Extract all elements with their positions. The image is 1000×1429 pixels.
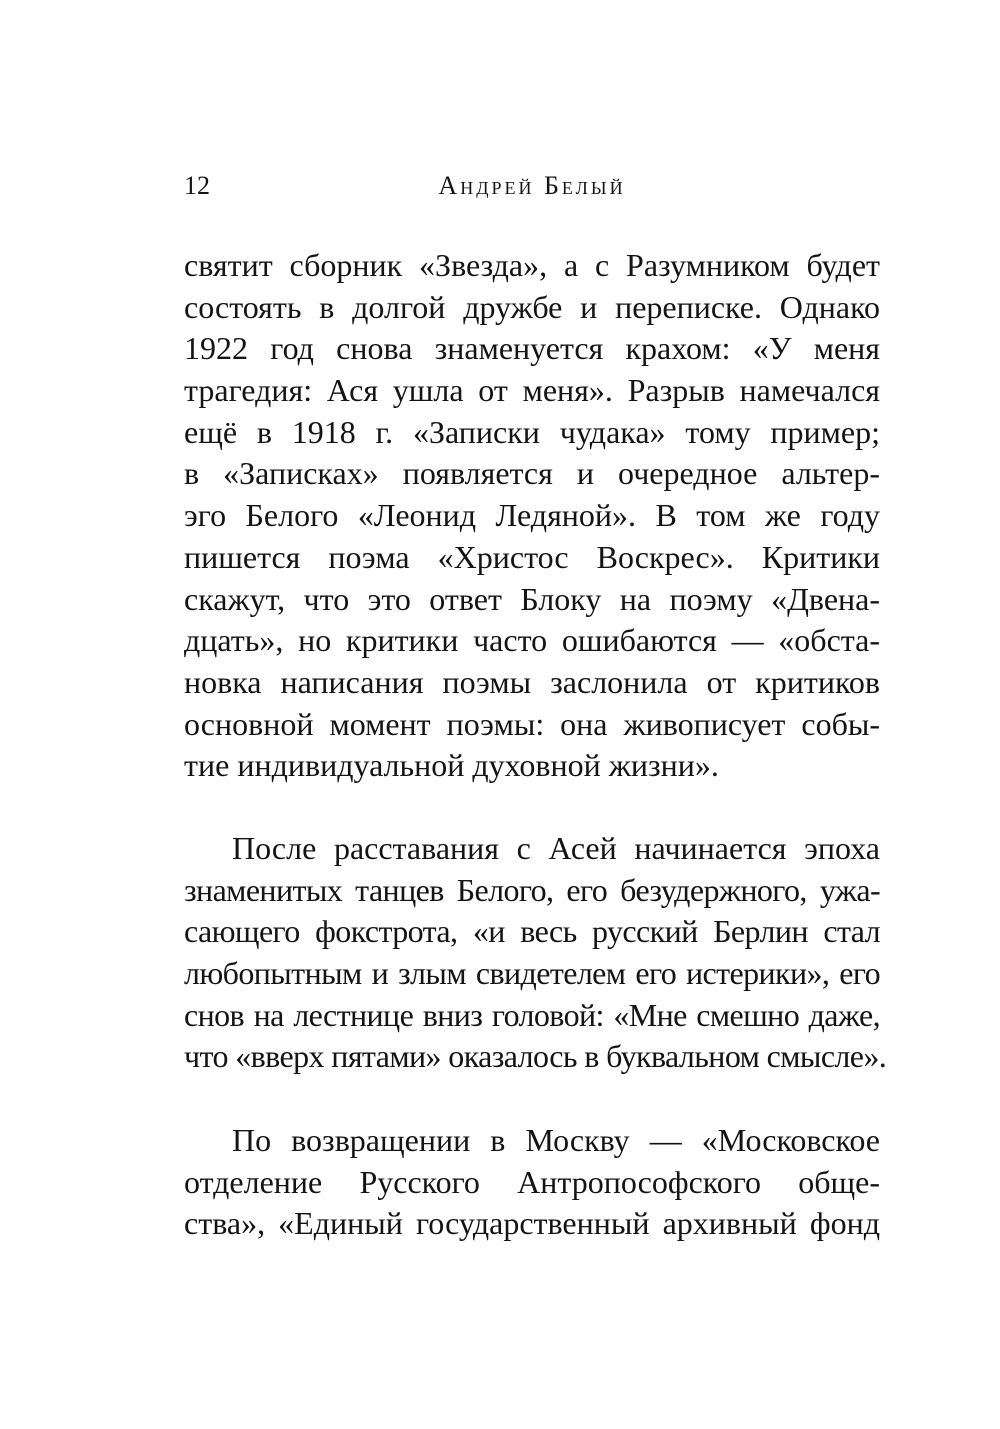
text-line: эго Белого «Леонид Ледяной». В том же году (184, 497, 880, 534)
text-line: ства», «Единый государственный архивный фонд (184, 1205, 880, 1242)
text-line: в «Записках» появляется и очередное альтер- (184, 455, 880, 492)
text-line: отделение Русского Антропософского обще- (184, 1163, 880, 1200)
text-line: святит сборник «Звезда», а с Разумником будет (184, 247, 880, 283)
text-line: 1922 год снова знаменуется крахом: «У меня (184, 330, 880, 367)
text-line: состоять в долгой дружбе и переписке. Однако (184, 288, 880, 325)
text-line: По возвращении в Москву — «Московское (232, 1122, 880, 1158)
text-line: пишется поэма «Христос Воскрес». Критики (184, 538, 880, 575)
text-line: основной момент поэмы: она живописует собы- (184, 705, 880, 742)
text-line: сающего фокстрота, «и весь русский Берлин стал (184, 913, 880, 950)
paragraph-2 (184, 828, 887, 1078)
paragraph-1 (184, 245, 880, 787)
text-line: тие индивидуальной духовной жизни». (184, 747, 719, 784)
text-line: снов на лестнице вниз головой: «Мне смешно даже, (184, 996, 880, 1033)
text-line: ещё в 1918 г. «Записки чудака» тому пример; (184, 413, 880, 450)
text-line: любопытным и злым свидетелем его истерики», его (184, 955, 880, 992)
text-line: трагедия: Ася ушла от меня». Разрыв намечался (184, 372, 880, 409)
text-line: После расставания с Асей начинается эпоха (232, 830, 880, 866)
running-head (184, 168, 880, 204)
page-number: 12 (184, 171, 210, 200)
text-line: скажут, что это ответ Блоку на поэму «Двена- (184, 580, 880, 617)
text-line: знаменитых танцев Белого, его безудержного, ужа- (184, 871, 880, 908)
text-line: дцать», но критики часто ошибаются — «обста- (184, 622, 880, 659)
running-title: Андрей Белый (438, 171, 626, 200)
paragraph-3 (184, 1120, 880, 1245)
text-line: новка написания поэмы заслонила от критиков (184, 663, 880, 700)
text-line: что «вверх пятами» оказалось в буквальном смысле». (184, 1038, 887, 1075)
